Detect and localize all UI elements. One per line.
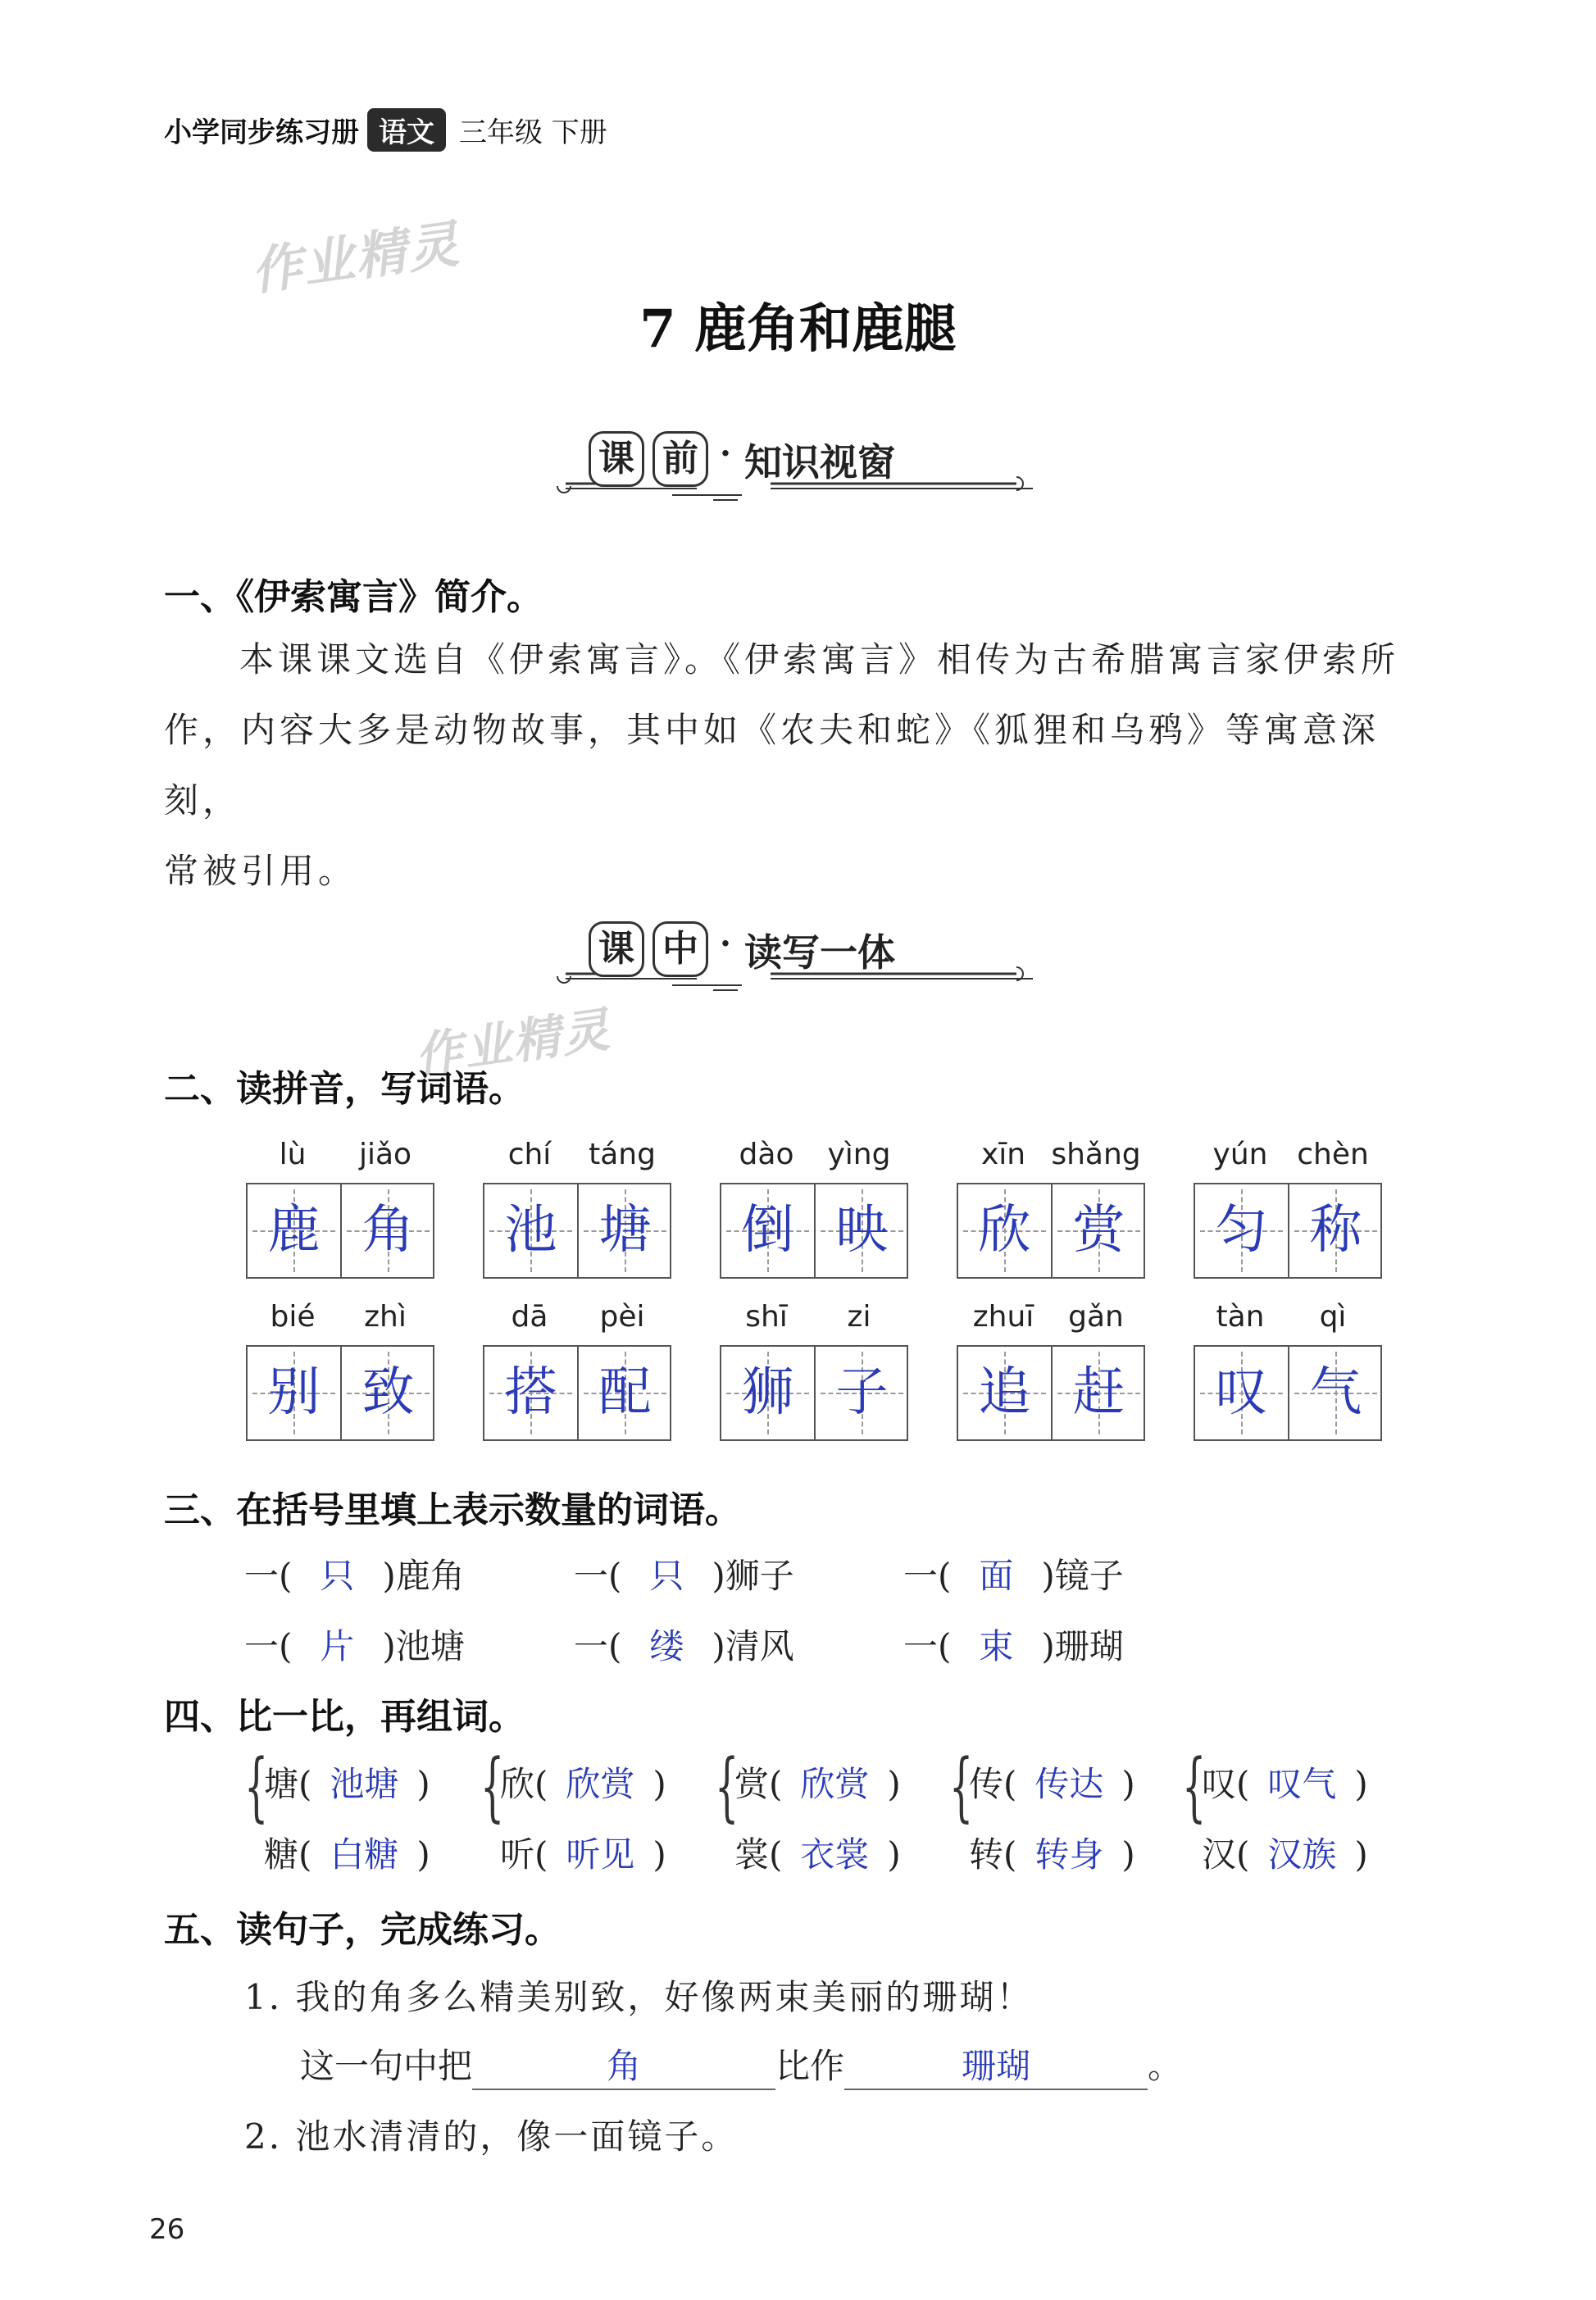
compare-row: 赏( 欣赏 ) [734, 1757, 901, 1807]
banner-dot: · [720, 434, 731, 473]
banner-char-1: 课 [589, 921, 644, 977]
pinyin: gǎn [1068, 1300, 1124, 1334]
compare-row: 塘( 池塘 ) [264, 1757, 430, 1807]
pinyin: shǎng [1051, 1138, 1141, 1171]
answer: 白糖 [330, 1834, 399, 1875]
char-cell: 气 [1288, 1347, 1382, 1439]
pinyin: zhuī [972, 1300, 1034, 1334]
word-box [1194, 1345, 1382, 1441]
char-cell: 赏 [1051, 1184, 1145, 1277]
word-box [246, 1183, 434, 1279]
answer: 只 [649, 1556, 684, 1596]
brace: { [480, 1743, 505, 1830]
page-number: 26 [149, 2213, 185, 2246]
pinyin: dā [511, 1300, 548, 1334]
compare-row: 叹( 叹气 ) [1202, 1757, 1368, 1807]
compare-row: 听( 听见 ) [500, 1828, 666, 1877]
pinyin: yún [1212, 1138, 1268, 1171]
compare-row: 裳( 衣裳 ) [734, 1828, 901, 1877]
word-box [957, 1183, 1145, 1279]
pinyin: dào [739, 1138, 794, 1171]
pinyin: chèn [1297, 1138, 1369, 1171]
compare-row: 欣( 欣赏 ) [500, 1757, 666, 1807]
page-header [164, 108, 607, 152]
word-box [957, 1345, 1145, 1441]
compare-row: 汉( 汉族 ) [1202, 1828, 1368, 1877]
pinyin: yìng [827, 1138, 891, 1171]
char-cell: 狮 [721, 1347, 814, 1439]
char-cell: 池 [484, 1184, 577, 1277]
answer: 听见 [566, 1834, 635, 1875]
pinyin: bié [270, 1300, 316, 1334]
char-cell: 赶 [1051, 1347, 1145, 1439]
answer: 转身 [1034, 1834, 1104, 1875]
measure-word-item: 一( 只 )鹿角 [244, 1549, 465, 1598]
answer: 片 [320, 1626, 355, 1666]
answer-blank: 角 [472, 2039, 775, 2090]
char-cell: 子 [814, 1347, 908, 1439]
compare-row: 传( 传达 ) [969, 1757, 1135, 1807]
char-cell: 匀 [1195, 1184, 1288, 1277]
compare-row: 转( 转身 ) [969, 1828, 1135, 1877]
brace: { [1182, 1743, 1207, 1830]
answer: 池塘 [330, 1764, 399, 1804]
pinyin: zi [847, 1300, 871, 1334]
char-cell: 映 [814, 1184, 908, 1277]
word-box [1194, 1183, 1382, 1279]
q1-heading: 一、《伊索寓言》简介。 [164, 576, 543, 618]
pinyin: táng [589, 1138, 656, 1171]
grade-label: 三年级 下册 [459, 116, 607, 149]
section-banner-in-class [549, 916, 1041, 998]
word-box [720, 1183, 908, 1279]
word-box [720, 1345, 908, 1441]
q4-heading: 四、比一比，再组词。 [164, 1696, 525, 1738]
watermark-top: 作业精灵 [247, 213, 464, 302]
pinyin: tàn [1216, 1300, 1265, 1334]
q1-line: 常被引用。 [164, 851, 357, 891]
banner-char-2: 中 [652, 921, 708, 977]
char-cell: 致 [340, 1347, 434, 1439]
q2-heading: 二、读拼音，写词语。 [164, 1068, 525, 1110]
char-cell: 配 [577, 1347, 671, 1439]
word-box [483, 1345, 671, 1441]
measure-word-item: 一( 片 )池塘 [244, 1620, 465, 1669]
q1-line: 本课课文选自《伊索寓言》。《伊索寓言》相传为古希腊寓言家伊索所 [239, 639, 1400, 680]
pinyin: qì [1319, 1300, 1347, 1334]
answer: 只 [320, 1556, 355, 1596]
banner-text: 读写一体 [744, 930, 895, 975]
q5-sentence-2: 2. 池水清清的，像一面镜子。 [244, 2116, 739, 2157]
answer: 缕 [649, 1626, 684, 1666]
measure-word-item: 一( 只 )狮子 [574, 1549, 794, 1598]
answer: 欣赏 [566, 1764, 635, 1804]
pinyin: xīn [980, 1138, 1026, 1171]
char-cell: 欣 [958, 1184, 1051, 1277]
char-cell: 塘 [577, 1184, 671, 1277]
section-banner-before-class [549, 426, 1041, 508]
answer-blank: 珊瑚 [844, 2039, 1148, 2090]
answer: 衣裳 [800, 1834, 870, 1875]
q1-line: 作，内容大多是动物故事，其中如《农夫和蛇》《狐狸和乌鸦》等寓意深刻， [164, 710, 1380, 820]
banner-dot: · [720, 925, 731, 963]
brace: { [949, 1743, 974, 1830]
pinyin: zhì [364, 1300, 407, 1334]
q1-paragraph [164, 625, 1443, 907]
measure-word-item: 一( 面 )镜子 [903, 1549, 1124, 1598]
char-cell: 搭 [484, 1347, 577, 1439]
brace: { [715, 1743, 739, 1830]
compare-row: 糖( 白糖 ) [264, 1828, 430, 1877]
answer: 欣赏 [800, 1764, 870, 1804]
pinyin: shī [745, 1300, 788, 1334]
answer: 传达 [1034, 1764, 1104, 1804]
pinyin: chí [507, 1138, 552, 1171]
subject-tag: 语文 [367, 108, 446, 152]
banner-char-1: 课 [589, 431, 644, 487]
book-title: 小学同步练习册 [164, 116, 359, 149]
pinyin: jiǎo [358, 1138, 412, 1171]
word-box [246, 1345, 434, 1441]
q5-heading: 五、读句子，完成练习。 [164, 1909, 561, 1951]
q3-heading: 三、在括号里填上表示数量的词语。 [164, 1489, 741, 1531]
banner-char-2: 前 [652, 431, 708, 487]
measure-word-item: 一( 缕 )清风 [574, 1620, 794, 1669]
char-cell: 倒 [721, 1184, 814, 1277]
q5-fill-line: 这一句中把 角 比作 珊瑚 。 [300, 2039, 1182, 2090]
char-cell: 鹿 [248, 1184, 340, 1277]
answer: 汉族 [1267, 1834, 1337, 1875]
lesson-title: 7 鹿角和鹿腿 [639, 298, 957, 360]
pinyin: lù [279, 1138, 307, 1171]
measure-word-item: 一( 束 )珊瑚 [903, 1620, 1124, 1669]
answer: 叹气 [1267, 1764, 1337, 1804]
answer: 面 [979, 1556, 1014, 1596]
char-cell: 角 [340, 1184, 434, 1277]
word-box [483, 1183, 671, 1279]
char-cell: 称 [1288, 1184, 1382, 1277]
char-cell: 追 [958, 1347, 1051, 1439]
pinyin: pèi [599, 1300, 645, 1334]
watermark-middle: 作业精灵 [412, 1001, 615, 1084]
banner-text: 知识视窗 [744, 440, 895, 484]
char-cell: 别 [248, 1347, 340, 1439]
brace: { [244, 1743, 269, 1830]
answer: 束 [979, 1626, 1014, 1666]
q5-sentence-1: 1. 我的角多么精美别致，好像两束美丽的珊瑚！ [244, 1977, 1034, 2017]
char-cell: 叹 [1195, 1347, 1288, 1439]
